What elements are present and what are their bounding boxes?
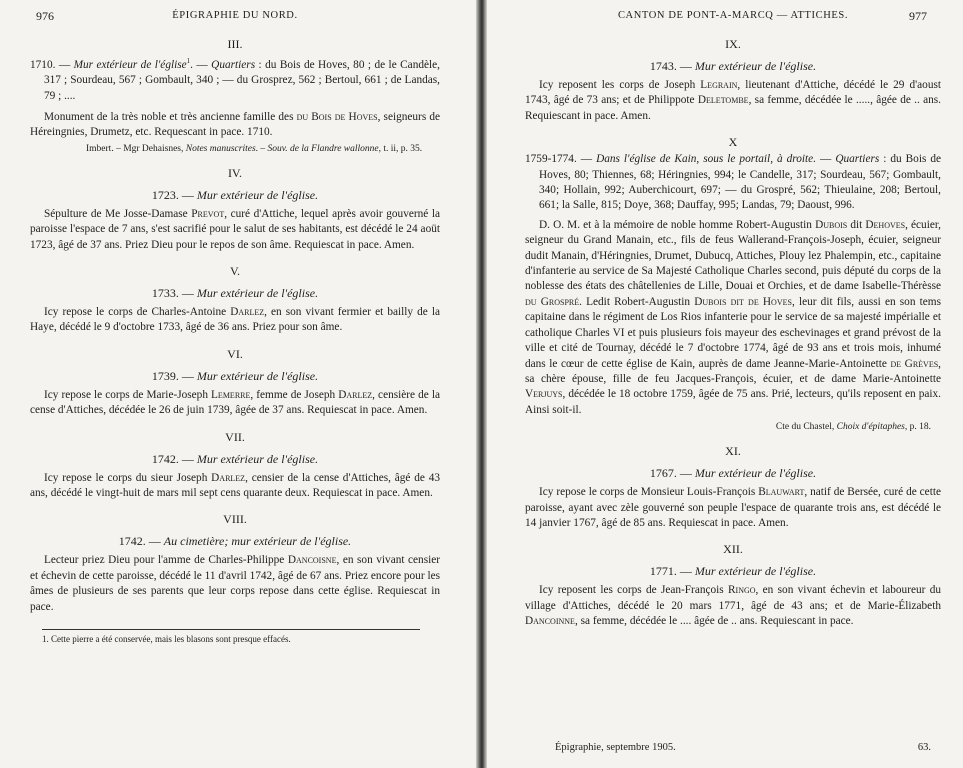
text: , censière de la cense d'Attiches, décédée le 26 de juin 1739, âgée de 37 ans. Requiescat in pace. Amen. [30, 388, 440, 417]
section-12-text [525, 583, 941, 629]
dash: — [178, 187, 197, 202]
footnote-mark-ref: 1 [186, 57, 191, 65]
running-head-right [525, 6, 941, 26]
section-number-5: V. [229, 264, 241, 279]
section-10-heading [525, 152, 941, 214]
text: Icy repose le corps de Charles-Antoine [44, 306, 231, 319]
family-name: Ringo [728, 584, 756, 597]
right-page [487, 0, 963, 768]
section-number-4: IV. [227, 165, 243, 180]
footnote [30, 634, 440, 645]
text: , en son vivant échevin et laboureur du village d'Attiches, décédé le 20 mars 1771, âgé de 43 ans; et de Marie-Élizabeth [525, 584, 942, 612]
section-number-11: XI. [725, 444, 741, 459]
text: , seigneurs de Héreingnies, Drumetz, etc. Requescant in pace. 1710. [30, 110, 440, 139]
date: 1742. [151, 451, 179, 466]
family-name: Dancoisne [287, 554, 337, 567]
footer-signature: 63. [917, 742, 931, 753]
page-number-right: 977 [909, 9, 927, 23]
section-6-text [30, 388, 440, 419]
section-number-3: III. [227, 37, 243, 51]
text: . Ledit Robert-Augustin [579, 295, 695, 308]
location: Mur extérieur de l'église. [196, 187, 319, 202]
family-name: Legrain [700, 79, 738, 91]
running-title-left: ÉPIGRAPHIE DU NORD. [172, 10, 298, 21]
dash: . — [190, 58, 212, 71]
dash: — [178, 451, 197, 466]
location: Mur extérieur de l'église. [694, 466, 817, 481]
quartiers-text: : du Bois de Hoves, 80 ; de le Candèle, 317 ; Sourdeau, 567 ; Gombault, 340 ; — du Grosprez, 562 ; Bertoul, 661 ; de Landas, 79 ; .... [44, 58, 440, 102]
dash: — [576, 153, 597, 166]
section-number-12: XII. [723, 542, 743, 557]
text: , sa femme, décédée le ....., âgée de .. ans. Requiescant in pace. Amen. [525, 94, 941, 122]
text: , sa femme, décédée le .... âgée de .. ans. Requiescant in pace. [574, 615, 854, 628]
section-7-text [30, 471, 440, 502]
text: , leur dit fils, aussi en son tems capitaine dans le régiment de Los Rios infanterie pour le service de sa majesté impérialle et catholique Charles VI et puis plusieurs fois mayeur des eschevinages et grand prévost de la ville et cité de Tournay, décédé le 7 d'octobre 1774, âgé de 93 ans et trois mois, inhumé dans le cœur de cette église de Kain, auprès de dame Jeanne-Marie-Antoinette [525, 295, 941, 370]
date: 1733. [151, 286, 179, 301]
section-3-date: 1710. [30, 58, 56, 71]
running-head-left [30, 6, 440, 26]
family-name: Dubois [815, 218, 848, 231]
dash: — [178, 286, 197, 301]
text: Icy repose le corps du sieur Joseph [44, 471, 212, 484]
running-title-right: CANTON DE PONT-A-MARCQ — ATTICHES. [617, 10, 849, 21]
text: Icy repose le corps de Marie-Joseph [44, 388, 212, 401]
section-10-text [525, 218, 941, 418]
book-gutter [476, 0, 487, 768]
family-name: Dubois dit de Hoves [694, 295, 792, 308]
section-11-heading [525, 465, 941, 481]
quartiers-text: : du Bois de Hoves, 80; Thiennes, 68; Héringnies, 994; le Candelle, 317; Sourdeau, 567; Gombault, 340; Hollain, 992; Auberchicourt, 697; — du Grospré, 562; Thieulaine, 208; Bertoul, 661; la Salle, 815; Doye, 368; Dauffay, 995; Landas, 79; Daoust, 996. [539, 153, 942, 212]
text: , t. ii, p. 35. [378, 143, 423, 154]
text: , censier de la cense d'Attiches, âgé de 43 ans, décédé le vingt-huit de mars mil sept cens quarante deux. Requiescat in pace. Amen. [30, 471, 440, 500]
family-name: Verjuys [525, 388, 563, 401]
location: Mur extérieur de l'église. [694, 564, 817, 579]
text: , femme de Joseph [250, 388, 339, 401]
section-number-9: IX. [725, 37, 741, 51]
family-name: de Grèves [890, 357, 939, 370]
section-3-reference [30, 143, 440, 155]
date: 1739. [151, 368, 179, 383]
family-name: Blauwart [758, 486, 805, 499]
location: Mur extérieur de l'église. [196, 286, 319, 301]
text: Sépulture de Me Josse-Damase [44, 207, 192, 220]
date: 1723. [151, 187, 179, 202]
dash: — [178, 368, 197, 383]
location: Mur extérieur de l'église. [694, 59, 817, 73]
text: Icy reposent les corps de Jean-François [539, 584, 728, 597]
family-name: du Grospré [525, 295, 580, 308]
family-name: Dehoves [865, 218, 906, 231]
section-11-text [525, 485, 941, 531]
text: Souv. de la Flandre wallonne [267, 143, 379, 154]
text: , en son vivant censier et échevin de cette paroisse, décédé le 11 d'avril 1742, âgé de 67 ans. Priez encore pour les âmes de plusieurs de ses parents que leur corps repose dans cette église. Requiescat in pace. [30, 554, 441, 613]
text: , natif de Bersée, curé de cette paroisse, ayant avec zèle gouverné son peuple l'espace de quarante trois ans, est décédé le 14 janvier 1767, âgé de 85 ans. Requiescat in pace. Amen. [525, 486, 941, 529]
family-name: Darlez [338, 388, 373, 401]
section-4-text [30, 207, 440, 253]
date: 1742. [118, 534, 146, 549]
family-name: du Bois de Hoves [296, 110, 378, 123]
family-name: Prevot [191, 207, 225, 220]
dash: — [676, 564, 695, 579]
date: 1743. [649, 59, 677, 73]
footnote-mark: 1. [42, 634, 49, 645]
section-10-reference [525, 421, 931, 433]
location: Mur extérieur de l'église. [196, 451, 319, 466]
dash: — [676, 59, 695, 73]
text: . – [255, 143, 268, 154]
dash: — [55, 58, 74, 71]
dash: — [145, 534, 164, 549]
footnote-text: Cette pierre a été conservée, mais les blasons sont presque effacés. [48, 634, 291, 645]
quartiers-label: Quartiers [211, 58, 256, 71]
text: Lecteur priez Dieu pour l'amme de Charles-Philippe [44, 554, 288, 567]
date: 1771. [649, 564, 677, 579]
text: , p. 18. [904, 422, 931, 433]
text: D. O. M. et à la mémoire de noble homme Robert-Augustin [539, 218, 816, 231]
date: 1759-1774. [525, 153, 577, 166]
text: Icy reposent les corps de Joseph [539, 79, 701, 91]
quartiers-label: Quartiers [835, 153, 880, 166]
text: , décédée le 18 octobre 1759, âgée de 75 ans. Prié, lecteurs, qu'ils reposent en paix. Ainsi soit-il. [525, 388, 941, 416]
section-3-inscription [30, 110, 440, 141]
section-7-heading [30, 451, 440, 467]
text: Choix d'épitaphes [836, 422, 905, 433]
location: Au cimetière; mur extérieur de l'église. [163, 534, 352, 549]
text: Imbert. – Mgr Dehaisnes, [86, 143, 186, 154]
section-8-text [30, 553, 440, 615]
footer-issue: Épigraphie, septembre 1905. [555, 742, 676, 753]
location: Mur extérieur de l'église. [196, 368, 319, 383]
text: Notes manuscrites [185, 143, 256, 154]
family-name: Lemerre [211, 388, 251, 401]
text: , curé d'Attiche, lequel après avoir gouverné la paroisse l'espace de 7 ans, s'est sacrifié pour le salut de ses habitants, est décédé le 24 aoüt 1723, âgé de 37 ans. Priez Dieu pour le repos de son âme. Requiescat in pace. Amen. [30, 207, 440, 251]
dash: — [676, 466, 695, 481]
section-12-heading [525, 563, 941, 579]
page-number-left: 976 [36, 9, 54, 23]
family-name: Darlez [230, 306, 265, 319]
text: , lieutenant d'Attiche, décédé le 29 d'aoust 1743, âgé de 73 ans; et de Philippote [525, 79, 942, 107]
section-9-text [525, 78, 941, 124]
section-9-heading [525, 58, 941, 74]
footnote-rule [42, 629, 420, 630]
text: , écuier, seigneur du Grand Manain, etc., fils de feus Wallerand-François-Joseph, écuier, seigneur dudit Manain, d'Héringnies, Drumet, Dubucq, Attiches, Plouy lez Phalempin, etc., capitaine d'infanterie au service de Sa Majesté Catholique Charles second, puis député du corps de la noblesse des états des châtellenies de Lille, Douai et Orchies, et de dame Isabelle-Thérèsse [525, 218, 941, 293]
text: , sa chère épouse, fille de feu Jacques-François, écuier, et de dame Marie-Antoinette [525, 357, 941, 385]
text: Icy repose le corps de Monsieur Louis-François [539, 486, 759, 499]
section-4-heading [30, 187, 440, 203]
location: Dans l'église de Kain, sous le portail, à droite. [596, 153, 817, 166]
section-3-location: Mur extérieur de l'église [73, 58, 187, 71]
section-8-heading [30, 533, 440, 549]
text: Monument de la très noble et très ancienne famille des [44, 110, 297, 123]
section-number-10: X [728, 135, 738, 150]
section-number-6: VI. [227, 346, 243, 361]
family-name: Dancoinne [525, 615, 575, 628]
date: 1767. [649, 466, 677, 481]
section-3-heading [30, 54, 440, 104]
page-footer [525, 742, 941, 756]
dash: — [816, 153, 836, 166]
section-number-8: VIII. [223, 512, 247, 527]
text: dit [847, 218, 866, 231]
text: Cte du Chastel, [775, 422, 837, 433]
section-5-text [30, 305, 440, 336]
left-page [0, 0, 476, 768]
section-6-heading [30, 368, 440, 384]
family-name: Darlez [211, 471, 246, 484]
section-number-7: VII. [225, 429, 245, 444]
family-name: Deletombe [697, 94, 749, 107]
text: , en son vivant fermier et bailly de la Haye, décédé le 9 d'octobre 1733, âgé de 36 ans. Priez pour son âme. [30, 306, 440, 334]
section-5-heading [30, 285, 440, 301]
